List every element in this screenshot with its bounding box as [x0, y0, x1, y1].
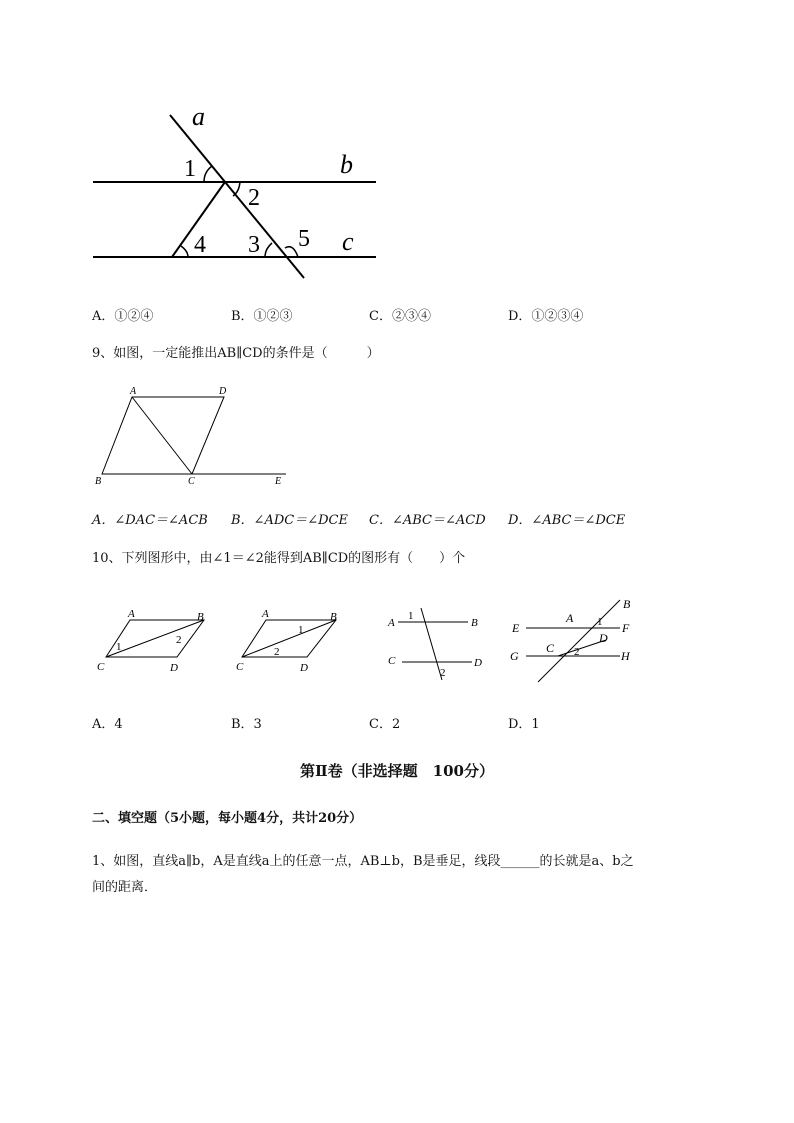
label-H: H — [621, 649, 630, 663]
label-A: A — [128, 608, 135, 620]
q10-option-d[interactable]: D．1 — [508, 717, 540, 732]
label-G: G — [510, 649, 519, 663]
label-C: C — [388, 655, 396, 667]
parallelogram-abcd — [102, 397, 224, 474]
label-F: F — [622, 621, 630, 635]
label-a: a — [192, 102, 205, 131]
label-2: 2 — [440, 667, 446, 679]
q10-stem: 10、下列图形中，由∠1＝∠2能得到AB∥CD的图形有（ ）个 — [92, 551, 466, 566]
label-A: A — [388, 617, 395, 629]
q8-option-d[interactable]: D．①②③④ — [508, 309, 584, 324]
q9-option-b[interactable]: B．∠ADC＝∠DCE — [231, 513, 348, 528]
label-D: D — [300, 662, 308, 674]
section2-heading: 二、填空题（5小题，每小题4分，共计20分） — [92, 811, 363, 826]
label-C: C — [188, 476, 195, 487]
label-D: D — [474, 657, 482, 669]
label-5: 5 — [298, 226, 310, 252]
q9-option-d[interactable]: D．∠ABC＝∠DCE — [508, 513, 626, 528]
line-a — [170, 115, 304, 278]
label-1: 1 — [116, 641, 122, 653]
figure-q10-3 — [384, 600, 494, 685]
q10-option-c[interactable]: C．2 — [369, 717, 401, 732]
q10-option-a[interactable]: A．4 — [92, 717, 123, 732]
label-B: B — [197, 611, 204, 623]
angle-4-arc — [181, 246, 188, 257]
label-c: c — [342, 227, 354, 256]
diagonal-ac — [132, 397, 192, 474]
figure-q9 — [90, 380, 300, 490]
label-D: D — [170, 662, 178, 674]
label-B: B — [471, 617, 478, 629]
label-2: 2 — [248, 185, 260, 211]
label-1: 1 — [597, 616, 603, 628]
label-E: E — [275, 476, 282, 487]
label-E: E — [512, 621, 520, 635]
q9-stem: 9、如图，一定能推出AB∥CD的条件是（ ） — [92, 346, 380, 361]
label-A: A — [262, 608, 269, 620]
label-C: C — [97, 661, 105, 673]
label-2: 2 — [176, 634, 182, 646]
label-D: D — [219, 386, 227, 397]
label-B: B — [623, 597, 631, 611]
label-B: B — [95, 476, 102, 487]
figure-q10-2 — [232, 605, 362, 680]
figure-q8 — [88, 100, 388, 290]
transversal — [421, 608, 442, 680]
q8-option-c[interactable]: C．②③④ — [369, 309, 431, 324]
label-1: 1 — [298, 624, 304, 636]
angle-5-arc — [285, 247, 298, 257]
label-C: C — [236, 661, 244, 673]
part2-title: 第Ⅱ卷（非选择题 100分） — [300, 762, 494, 780]
label-A: A — [566, 611, 574, 625]
q9-option-a[interactable]: A．∠DAC＝∠ACB — [92, 513, 208, 528]
angle-1-arc — [204, 166, 212, 182]
label-C: C — [546, 641, 555, 655]
q10-option-b[interactable]: B．3 — [231, 717, 262, 732]
figure-q10-4 — [508, 594, 648, 686]
label-D: D — [599, 631, 608, 645]
label-B: B — [330, 611, 337, 623]
q8-option-a[interactable]: A．①②④ — [92, 309, 154, 324]
label-1: 1 — [408, 610, 414, 622]
fill1-line1: 1、如图，直线a∥b，A是直线a上的任意一点，AB⊥b，B是垂足，线段______的长就是a、b之 — [92, 854, 634, 869]
fill1-line2: 间的距离． — [92, 880, 158, 895]
label-b: b — [340, 150, 353, 179]
label-2: 2 — [274, 646, 280, 658]
label-4: 4 — [194, 232, 206, 258]
label-1: 1 — [184, 156, 196, 182]
figure-q10-1 — [92, 605, 222, 680]
q9-option-c[interactable]: C．∠ABC＝∠ACD — [369, 513, 486, 528]
label-2: 2 — [574, 646, 580, 658]
label-A: A — [130, 386, 137, 397]
q8-option-b[interactable]: B．①②③ — [231, 309, 293, 324]
angle-3-arc — [265, 243, 272, 257]
label-3: 3 — [248, 232, 260, 258]
